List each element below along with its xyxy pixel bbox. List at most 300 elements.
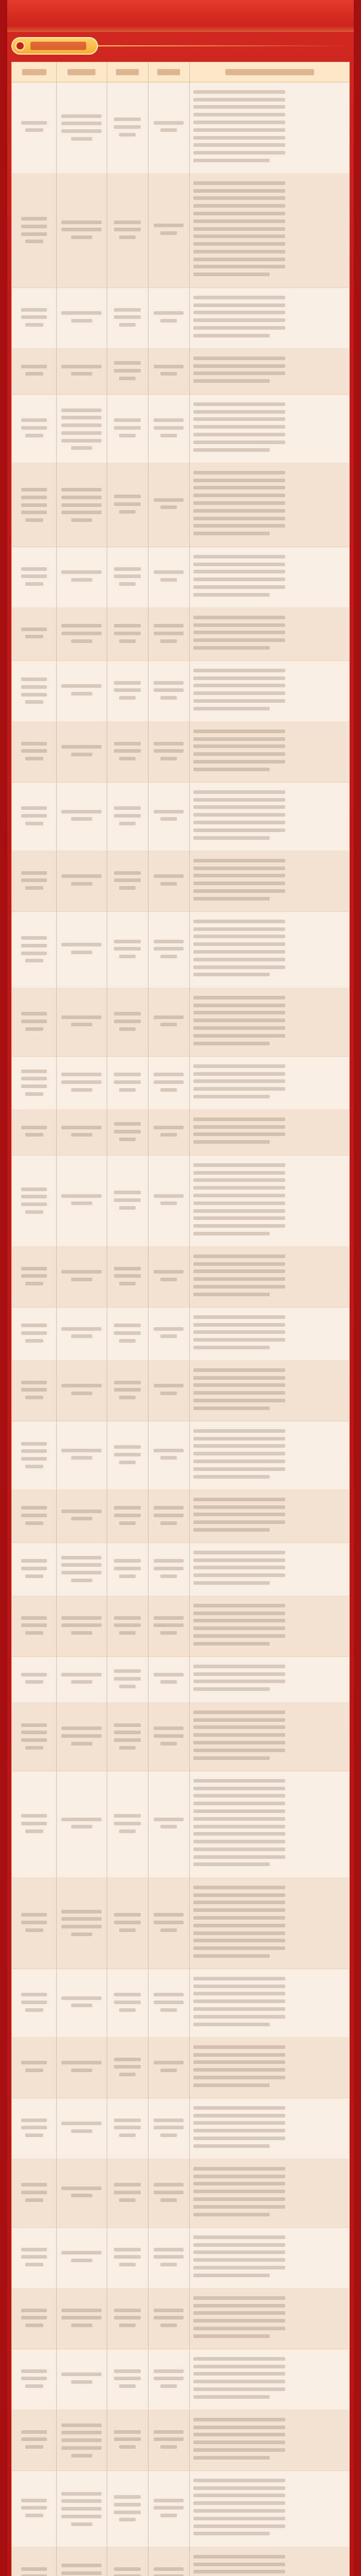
- text-line: [114, 1445, 141, 1449]
- text-line: [61, 2316, 102, 2319]
- table-cell-col-2: [56, 1543, 107, 1596]
- text-line: [154, 498, 184, 502]
- text-line: [193, 486, 285, 489]
- text-line: [193, 2448, 285, 2452]
- table-cell-col-4: [148, 547, 189, 607]
- text-line: [21, 315, 47, 319]
- table-cell-col-5: [189, 911, 350, 988]
- text-line: [193, 311, 285, 314]
- table-cell-col-5: [189, 1543, 350, 1596]
- text-line: [193, 2045, 285, 2049]
- text-line: [193, 2509, 285, 2513]
- text-line: [114, 878, 141, 882]
- text-line: [154, 2183, 184, 2187]
- table-cell-col-5: [189, 1596, 350, 1656]
- table-cell-col-3: [107, 2037, 148, 2098]
- text-line: [21, 1623, 47, 1627]
- text-line: [61, 221, 102, 224]
- text-line: [21, 1195, 47, 1198]
- text-line: [193, 1125, 285, 1129]
- text-line: [114, 418, 141, 422]
- text-line: [25, 1027, 43, 1031]
- table-cell-col-2: [56, 2037, 107, 2098]
- table-cell-col-1: [12, 1360, 56, 1421]
- text-line: [193, 2243, 285, 2247]
- text-line: [21, 1921, 47, 1924]
- text-line: [71, 1278, 92, 1281]
- text-line: [21, 1188, 47, 1191]
- table-cell-col-2: [56, 1702, 107, 1771]
- table-cell-col-2: [56, 173, 107, 287]
- text-line: [71, 137, 92, 141]
- text-line: [160, 1456, 177, 1460]
- text-line: [119, 2518, 136, 2521]
- text-line: [193, 1467, 285, 1471]
- text-line: [25, 959, 43, 962]
- text-line: [25, 1396, 43, 1399]
- table-cell-col-2: [56, 547, 107, 607]
- text-line: [193, 2175, 285, 2178]
- text-line: [193, 326, 285, 330]
- text-line: [160, 319, 177, 323]
- text-line: [119, 1928, 136, 1932]
- text-line: [160, 817, 177, 821]
- table-cell-col-2: [56, 782, 107, 851]
- text-line: [21, 574, 47, 578]
- text-line: [154, 1015, 184, 1019]
- table-cell-col-4: [148, 1155, 189, 1246]
- text-line: [119, 2008, 136, 2012]
- text-line: [154, 1921, 184, 1924]
- table-cell-col-3: [107, 547, 148, 607]
- text-line: [154, 1506, 184, 1510]
- text-line: [193, 2357, 285, 2361]
- text-line: [114, 1198, 141, 1202]
- text-line: [193, 1886, 285, 1889]
- table-cell-col-4: [148, 82, 189, 173]
- table-cell-col-2: [56, 2547, 107, 2576]
- text-line: [61, 1270, 102, 1274]
- text-line: [193, 1992, 285, 1995]
- text-line: [160, 955, 177, 958]
- text-line: [193, 2456, 270, 2460]
- table-cell-col-2: [56, 660, 107, 721]
- table-cell-col-5: [189, 1771, 350, 1877]
- table-cell-col-5: [189, 1307, 350, 1360]
- text-line: [193, 2441, 285, 2444]
- table-cell-col-4: [148, 2098, 189, 2159]
- text-line: [193, 234, 285, 238]
- text-line: [193, 425, 285, 429]
- text-line: [71, 2194, 92, 2197]
- table-row: [12, 1056, 349, 1110]
- table-cell-col-2: [56, 1360, 107, 1421]
- text-line: [61, 2446, 102, 2450]
- text-line: [154, 2499, 184, 2502]
- table-cell-col-4: [148, 348, 189, 394]
- text-line: [193, 1277, 285, 1281]
- text-line: [25, 518, 43, 522]
- text-line: [193, 1269, 285, 1273]
- text-line: [193, 2197, 285, 2201]
- text-line: [61, 1384, 102, 1387]
- text-line: [71, 1456, 92, 1460]
- text-line: [193, 1809, 285, 1813]
- table-row: [12, 1656, 349, 1703]
- text-line: [193, 2319, 285, 2323]
- text-line: [71, 1825, 92, 1828]
- table-cell-col-3: [107, 1877, 148, 1969]
- table-cell-col-2: [56, 1155, 107, 1246]
- text-line: [71, 1579, 92, 1582]
- text-line: [61, 1571, 102, 1574]
- text-line: [193, 1186, 285, 1190]
- table-cell-col-3: [107, 1307, 148, 1360]
- column-header-1: [12, 62, 56, 82]
- text-line: [25, 635, 43, 638]
- text-line: [25, 1521, 43, 1525]
- text-line: [193, 1749, 285, 1752]
- text-line: [193, 1985, 285, 1988]
- text-line: [61, 2571, 102, 2575]
- text-line: [193, 2023, 270, 2026]
- text-line: [114, 125, 141, 129]
- text-line: [114, 1073, 141, 1076]
- text-line: [21, 2369, 47, 2373]
- text-line: [193, 1977, 285, 1980]
- text-line: [21, 232, 47, 236]
- text-line: [119, 1829, 136, 1833]
- text-line: [160, 372, 177, 376]
- text-line: [193, 1034, 285, 1038]
- text-line: [193, 790, 285, 794]
- text-line: [119, 1206, 136, 1210]
- text-line: [193, 2213, 270, 2216]
- table-row: [12, 173, 349, 288]
- text-line: [114, 814, 141, 818]
- text-line: [193, 1460, 285, 1463]
- text-line: [154, 874, 184, 878]
- table-cell-col-5: [189, 1246, 350, 1307]
- table-cell-col-2: [56, 1877, 107, 1969]
- text-line: [61, 810, 102, 814]
- text-line: [193, 973, 270, 976]
- text-line: [160, 2133, 177, 2137]
- table-cell-col-4: [148, 1702, 189, 1771]
- text-line: [193, 927, 285, 931]
- text-line: [154, 1913, 184, 1917]
- table-cell-col-5: [189, 394, 350, 463]
- table-cell-col-4: [148, 2288, 189, 2349]
- table-row: [12, 911, 349, 988]
- text-line: [160, 2384, 177, 2388]
- text-line: [154, 1384, 184, 1387]
- text-line: [21, 628, 47, 631]
- table-cell-col-5: [189, 2547, 350, 2576]
- text-line: [160, 2263, 177, 2266]
- text-line: [154, 1327, 184, 1331]
- text-line: [21, 2001, 47, 2004]
- text-line: [160, 1088, 177, 1092]
- text-line: [114, 1274, 141, 1278]
- table-cell-col-5: [189, 1056, 350, 1109]
- text-line: [71, 1631, 92, 1635]
- text-line: [25, 323, 43, 327]
- text-line: [21, 2499, 47, 2502]
- table-cell-col-4: [148, 394, 189, 463]
- text-line: [193, 196, 285, 200]
- text-line: [193, 2517, 285, 2520]
- text-line: [193, 942, 285, 946]
- table-cell-col-3: [107, 1656, 148, 1702]
- text-line: [114, 624, 141, 628]
- text-line: [25, 1339, 43, 1343]
- text-line: [193, 1924, 285, 1927]
- text-line: [154, 2437, 184, 2441]
- text-line: [21, 2377, 47, 2380]
- table-cell-col-4: [148, 2547, 189, 2576]
- text-line: [193, 623, 285, 627]
- text-line: [193, 2076, 285, 2079]
- text-line: [21, 1616, 47, 1620]
- text-line: [154, 426, 184, 430]
- text-line: [160, 1742, 177, 1745]
- text-line: [61, 1996, 102, 2000]
- text-line: [154, 365, 184, 368]
- text-line: [119, 1631, 136, 1635]
- table-cell-col-4: [148, 2470, 189, 2547]
- text-line: [193, 1687, 270, 1691]
- text-line: [154, 2506, 184, 2510]
- table-cell-col-2: [56, 2227, 107, 2288]
- table-cell-col-1: [12, 2349, 56, 2410]
- text-line: [21, 511, 47, 514]
- text-line: [21, 1514, 47, 1517]
- section-badge-icon: [15, 41, 25, 51]
- text-line: [71, 2259, 92, 2262]
- table-cell-col-4: [148, 1056, 189, 1109]
- text-line: [193, 1444, 285, 1448]
- text-line: [193, 707, 270, 710]
- text-line: [61, 1734, 102, 1738]
- text-line: [193, 2479, 285, 2482]
- text-line: [193, 1095, 270, 1098]
- text-line: [61, 1194, 102, 1198]
- table-cell-col-4: [148, 660, 189, 721]
- text-line: [193, 136, 285, 140]
- table-cell-col-5: [189, 1702, 350, 1771]
- table-cell-col-4: [148, 607, 189, 660]
- text-line: [61, 1080, 102, 1084]
- text-line: [21, 952, 47, 955]
- text-line: [114, 1731, 141, 1734]
- text-line: [193, 1634, 285, 1638]
- text-line: [193, 2235, 285, 2239]
- text-line: [193, 143, 285, 147]
- text-line: [193, 676, 285, 680]
- table-cell-col-3: [107, 1771, 148, 1877]
- text-line: [21, 749, 47, 753]
- text-line: [21, 1442, 47, 1446]
- text-line: [193, 1368, 285, 1372]
- text-line: [193, 2060, 285, 2064]
- table-cell-col-5: [189, 2288, 350, 2349]
- text-line: [71, 2324, 92, 2327]
- text-line: [114, 1669, 141, 1673]
- text-line: [193, 1642, 270, 1646]
- column-divider: [56, 62, 57, 2576]
- table-row: [12, 348, 349, 395]
- text-line: [25, 1133, 43, 1137]
- table-cell-col-3: [107, 1596, 148, 1656]
- text-line: [154, 2119, 184, 2122]
- text-line: [193, 1452, 285, 1455]
- table-cell-col-2: [56, 1421, 107, 1489]
- text-line: [154, 632, 184, 635]
- text-line: [25, 240, 43, 243]
- table-row: [12, 1307, 349, 1361]
- table-row: [12, 2037, 349, 2098]
- text-line: [61, 2424, 102, 2427]
- text-line: [114, 2001, 141, 2004]
- table-cell-col-3: [107, 1702, 148, 1771]
- text-line: [193, 760, 285, 764]
- text-line: [114, 2058, 141, 2061]
- text-line: [193, 448, 270, 452]
- table-cell-col-1: [12, 851, 56, 911]
- text-line: [193, 2555, 285, 2558]
- text-line: [193, 2266, 285, 2269]
- table-cell-col-2: [56, 463, 107, 547]
- text-line: [193, 1520, 285, 1524]
- text-line: [193, 524, 285, 528]
- text-line: [61, 874, 102, 878]
- text-line: [193, 1072, 285, 1076]
- table-cell-col-2: [56, 851, 107, 911]
- table-cell-col-5: [189, 782, 350, 851]
- text-line: [25, 757, 43, 760]
- text-line: [154, 742, 184, 745]
- text-line: [154, 1616, 184, 1620]
- text-line: [21, 693, 47, 697]
- text-line: [193, 1626, 285, 1630]
- text-line: [119, 323, 136, 327]
- text-line: [21, 2255, 47, 2259]
- table-cell-col-5: [189, 2410, 350, 2470]
- header-banner: [7, 0, 354, 32]
- text-line: [193, 867, 285, 870]
- table-row: [12, 2470, 349, 2547]
- table-cell-col-2: [56, 2159, 107, 2227]
- table-row: [12, 394, 349, 463]
- text-line: [71, 372, 92, 376]
- left-border: [0, 0, 7, 2576]
- text-line: [160, 2198, 177, 2202]
- text-line: [193, 1011, 285, 1014]
- text-line: [71, 692, 92, 696]
- text-line: [193, 1346, 270, 1349]
- table-cell-col-1: [12, 1543, 56, 1596]
- text-line: [193, 1528, 270, 1532]
- text-line: [61, 1563, 102, 1567]
- table-cell-col-5: [189, 1109, 350, 1155]
- text-line: [114, 2183, 141, 2187]
- table-cell-col-4: [148, 1877, 189, 1969]
- column-header-4: [148, 62, 189, 82]
- text-line: [114, 681, 141, 685]
- text-line: [61, 114, 102, 118]
- text-line: [160, 2069, 177, 2072]
- text-line: [114, 1130, 141, 1133]
- text-line: [61, 1510, 102, 1513]
- text-line: [21, 1077, 47, 1080]
- table-row: [12, 463, 349, 547]
- text-line: [193, 821, 285, 824]
- text-line: [114, 369, 141, 372]
- text-line: [61, 1449, 102, 1452]
- text-line: [154, 1673, 184, 1676]
- text-line: [193, 1794, 285, 1798]
- table-cell-col-5: [189, 463, 350, 547]
- text-line: [154, 1080, 184, 1084]
- table-cell-col-3: [107, 287, 148, 348]
- text-line: [193, 2486, 285, 2490]
- text-line: [114, 2119, 141, 2122]
- text-line: [154, 2316, 184, 2319]
- text-line: [21, 936, 47, 940]
- text-line: [193, 501, 285, 505]
- text-line: [71, 2454, 92, 2458]
- text-line: [193, 859, 285, 862]
- text-line: [61, 2372, 102, 2376]
- table-cell-col-4: [148, 1969, 189, 2037]
- table-cell-col-5: [189, 2159, 350, 2227]
- text-line: [193, 2129, 285, 2132]
- text-line: [193, 585, 285, 589]
- section-title: [30, 42, 86, 50]
- text-line: [71, 1742, 92, 1745]
- text-line: [71, 319, 92, 323]
- table-cell-col-5: [189, 1969, 350, 2037]
- text-line: [193, 212, 285, 215]
- text-line: [193, 1216, 285, 1220]
- text-line: [119, 1746, 136, 1750]
- text-line: [71, 1088, 92, 1092]
- table-cell-col-3: [107, 660, 148, 721]
- text-line: [193, 1855, 285, 1859]
- text-line: [193, 517, 285, 520]
- table-body: [12, 82, 349, 2576]
- text-line: [71, 446, 92, 450]
- text-line: [160, 1574, 177, 1578]
- text-line: [114, 2437, 141, 2441]
- table-cell-col-2: [56, 348, 107, 394]
- text-line: [21, 418, 47, 422]
- text-line: [193, 593, 270, 597]
- text-line: [114, 574, 141, 578]
- text-line: [114, 361, 141, 365]
- text-line: [25, 1210, 43, 1214]
- text-line: [193, 1566, 285, 1569]
- table-cell-col-1: [12, 394, 56, 463]
- table-cell-col-5: [189, 2098, 350, 2159]
- table-row: [12, 1543, 349, 1596]
- text-line: [25, 1092, 43, 1096]
- text-line: [154, 2309, 184, 2312]
- table-cell-col-1: [12, 1656, 56, 1702]
- text-line: [193, 2433, 285, 2436]
- text-line: [119, 235, 136, 239]
